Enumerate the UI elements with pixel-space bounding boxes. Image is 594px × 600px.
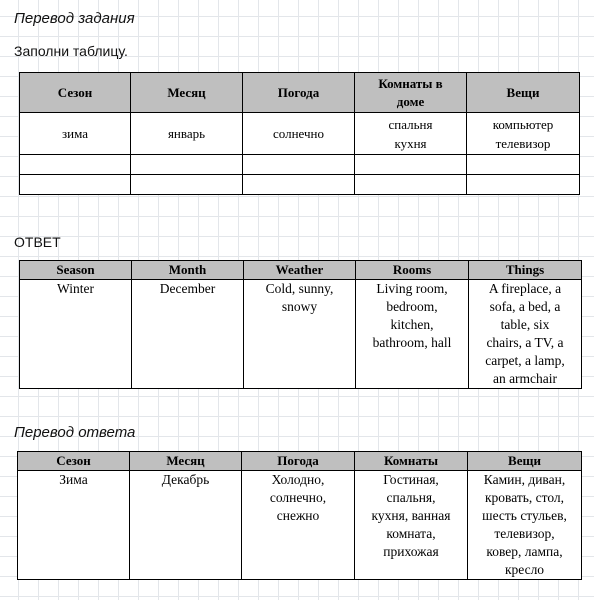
task-cell-weather: солнечно (243, 113, 355, 155)
table-row (20, 280, 582, 389)
translation-header-season: Сезон (18, 452, 130, 471)
answer-header-things: Things (469, 261, 582, 280)
translation-cell-rooms: Гостиная, спальня, кухня, ванная комната, прихожая (355, 471, 468, 580)
answer-cell-season: Winter (20, 280, 132, 389)
translation-cell-things: Камин, диван, кровать, стол, шесть стульев, телевизор, ковер, лампа, кресло (468, 471, 582, 580)
task-header-weather: Погода (243, 73, 355, 113)
translation-cell-weather: Холодно, солнечно, снежно (242, 471, 355, 580)
translation-table (17, 451, 582, 580)
empty-cell (355, 155, 467, 175)
translation-header-things: Вещи (468, 452, 582, 471)
answer-cell-things: A fireplace, a sofa, a bed, a table, six chairs, a TV, a carpet, a lamp, an armchair (469, 280, 582, 389)
empty-cell (20, 155, 131, 175)
answer-header-season: Season (20, 261, 132, 280)
answer-cell-weather: Cold, sunny, snowy (244, 280, 356, 389)
task-table (19, 72, 580, 195)
task-cell-things: компьютер телевизор (467, 113, 580, 155)
answer-cell-rooms: Living room, bedroom, kitchen, bathroom, hall (356, 280, 469, 389)
answer-header-weather: Weather (244, 261, 356, 280)
answer-translation-heading: Перевод ответа (14, 424, 136, 441)
translation-cell-season: Зима (18, 471, 130, 580)
translation-cell-month: Декабрь (130, 471, 242, 580)
empty-cell (243, 175, 355, 195)
task-cell-rooms: спальня кухня (355, 113, 467, 155)
task-cell-season: зима (20, 113, 131, 155)
translation-header-rooms: Комнаты (355, 452, 468, 471)
task-header-things: Вещи (467, 73, 580, 113)
empty-cell (131, 155, 243, 175)
answer-table (19, 260, 582, 389)
empty-cell (243, 155, 355, 175)
task-cell-month: январь (131, 113, 243, 155)
task-header-month: Месяц (131, 73, 243, 113)
answer-header-month: Month (132, 261, 244, 280)
empty-cell (131, 175, 243, 195)
task-header-season: Сезон (20, 73, 131, 113)
empty-cell (20, 175, 131, 195)
translation-header-weather: Погода (242, 452, 355, 471)
empty-cell (467, 175, 580, 195)
table-row (20, 113, 580, 155)
instruction-text: Заполни таблицу. (14, 43, 128, 59)
task-translation-heading: Перевод задания (14, 10, 135, 27)
task-header-rooms: Комнаты в доме (355, 73, 467, 113)
table-row (20, 155, 580, 175)
table-row (20, 175, 580, 195)
answer-heading: ОТВЕТ (14, 234, 61, 250)
table-row (18, 471, 582, 580)
empty-cell (355, 175, 467, 195)
answer-header-rooms: Rooms (356, 261, 469, 280)
translation-header-month: Месяц (130, 452, 242, 471)
empty-cell (467, 155, 580, 175)
answer-cell-month: December (132, 280, 244, 389)
